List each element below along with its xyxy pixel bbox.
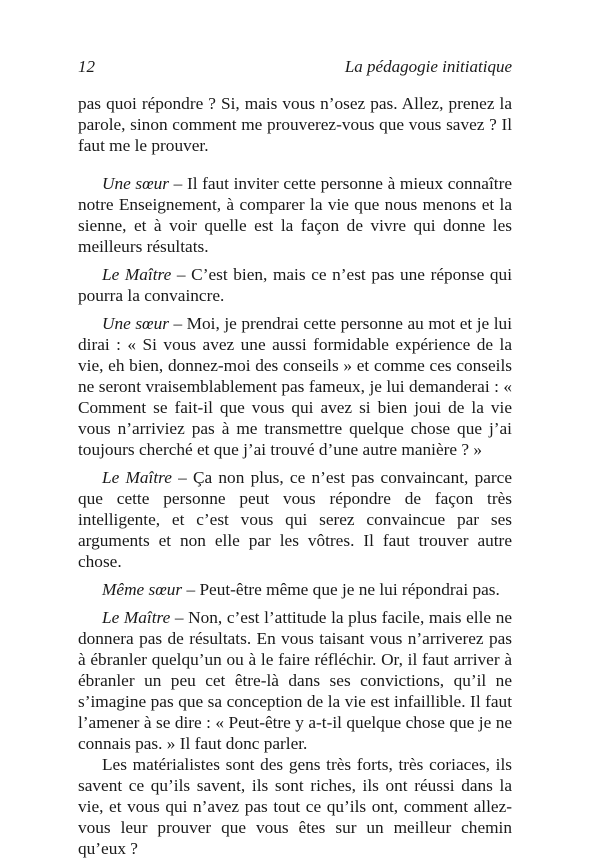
paragraph-text: pas quoi répondre ? Si, mais vous n’osez pas. Allez, prenez la parole, sinon comment me prouverez-vous que vous savez ? Il faut me le prouver. [78, 94, 512, 155]
paragraph-text: – Moi, je prendrai cette personne au mot et je lui dirai : « Si vous avez une aussi formidable expérience de la vie, eh bien, donnez-moi des conseils » et comme ces conseils ne seront vraisemblablement pas fameux, je lui demanderai : « Comment se fait-il que vous qui avez si bien joui de la vie vous n’arriviez pas à me transmettre quelque chose que j’ai toujours cherché et que j’ai trouvé d’une autre manière ? » [78, 314, 513, 459]
paragraph-text: – C’est bien, mais ce n’est pas une réponse qui pourra la convaincre. [78, 265, 513, 305]
page-number: 12 [78, 57, 95, 76]
paragraph-text: – Peut-être même que je ne lui répondrai pas. [182, 580, 500, 599]
speaker-name: Une sœur [102, 314, 169, 333]
paragraph-continuation [78, 93, 512, 156]
narrative-paragraph [78, 754, 512, 859]
dialogue-paragraph [78, 467, 512, 572]
dialogue-paragraph [78, 264, 512, 306]
dialogue-paragraph [78, 313, 512, 460]
body-text [78, 93, 512, 859]
speaker-name: Même sœur [102, 580, 183, 599]
paragraph-text: – Non, c’est l’attitude la plus facile, mais elle ne donnera pas de résultats. En vous taisant vous n’arriverez pas à ébranler quelqu’un ou à le faire réfléchir. Or, il faut arriver à ébranler un peu cet être-là dans ses convictions, qu’il ne s’imagine pas que sa conception de la vie est infaillible. Il faut l’amener à se dire : « Peut-être y a-t-il quelque chose que je ne connais pas. » Il faut donc parler. [78, 608, 512, 753]
speaker-name: Le Maître [102, 608, 171, 627]
dialogue-paragraph [78, 579, 512, 600]
paragraph-text: – Il faut inviter cette personne à mieux connaître notre Enseignement, à comparer la vie que nous menons et la sienne, et à voir quelle est la façon de vivre qui donne les meilleurs résultats. [78, 174, 512, 256]
speaker-name: Une sœur [102, 174, 170, 193]
dialogue-paragraph [78, 173, 512, 257]
speaker-name: Le Maître [102, 265, 172, 284]
paragraph-text: – Ça non plus, ce n’est pas convaincant, parce que cette personne peut vous répondre de façon très intelligente, et c’est vous qui serez convaincue par ses arguments et non elle par les vôtres. Il faut trouver autre chose. [78, 468, 513, 571]
paragraph-text: Les matérialistes sont des gens très forts, très coriaces, ils savent ce qu’ils savent, ils sont riches, ils ont réussi dans la vie, et vous qui n’avez pas tout ce qu’ils ont, comment allez-vous leur prouver que vous êtes sur un meilleur chemin qu’eux ? [78, 755, 512, 858]
book-page [78, 56, 512, 859]
running-header [78, 56, 512, 78]
speaker-name: Le Maître [102, 468, 172, 487]
running-title: La pédagogie initiatique [344, 57, 512, 76]
dialogue-paragraph [78, 607, 512, 754]
